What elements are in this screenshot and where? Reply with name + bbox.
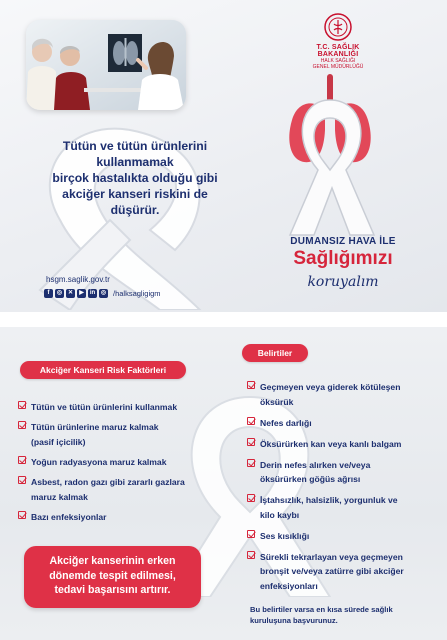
callout-line: tedavi başarısını artırır. bbox=[54, 584, 171, 596]
list-item bbox=[247, 416, 439, 431]
bottom-panel bbox=[0, 327, 447, 640]
note-line: kuruluşuna başvurunuz. bbox=[250, 616, 338, 625]
message-line: akciğer kanseri riskini de bbox=[62, 187, 208, 201]
message-line: kullanmamak bbox=[96, 155, 174, 169]
ministry-title: T.C. SAĞLIK BAKANLIĞI bbox=[316, 44, 360, 58]
list-item-text: Yoğun radyasyona maruz kalmak bbox=[31, 457, 167, 467]
youtube-icon[interactable]: ▶ bbox=[77, 289, 86, 298]
list-item-text: (pasif içicilik) bbox=[31, 437, 86, 447]
checkbox-icon bbox=[247, 381, 255, 389]
checkbox-icon bbox=[18, 511, 26, 519]
list-item bbox=[18, 510, 228, 525]
message-line: Tütün ve tütün ürünlerini bbox=[62, 139, 208, 153]
list-item bbox=[18, 475, 228, 505]
checkbox-icon bbox=[18, 401, 26, 409]
checkbox-icon bbox=[247, 438, 255, 446]
doctor-consultation-photo bbox=[26, 20, 186, 110]
list-item bbox=[18, 420, 228, 450]
lungs-ribbon-illustration bbox=[270, 70, 390, 240]
panel-divider bbox=[0, 312, 447, 327]
slogan-line-2: Sağlığımızı bbox=[293, 248, 393, 269]
prevention-message bbox=[26, 138, 244, 218]
callout-line: dönemde tespit edilmesi, bbox=[49, 569, 176, 582]
list-item-text: Sürekli tekrarlayan veya geçmeyen bbox=[260, 551, 403, 562]
list-item-text: maruz kalmak bbox=[31, 492, 88, 502]
checkbox-icon bbox=[247, 459, 255, 467]
list-item bbox=[247, 550, 439, 594]
callout-line: Akciğer kanserinin erken bbox=[49, 555, 176, 567]
top-panel bbox=[0, 0, 447, 312]
list-item-text: Asbest, radon gazı gibi zararlı gazlara bbox=[31, 477, 185, 487]
checkbox-icon bbox=[247, 417, 255, 425]
list-item-text: öksürük bbox=[260, 396, 294, 407]
website-link[interactable]: hsgm.saglik.gov.tr bbox=[46, 275, 110, 284]
consult-note bbox=[250, 604, 430, 626]
list-item-text: Öksürürken kan veya kanlı balgam bbox=[260, 438, 402, 449]
list-item-text: kilo kaybı bbox=[260, 509, 300, 520]
list-item-text: enfeksiyonları bbox=[260, 580, 318, 591]
risk-factors-title: Akciğer Kanseri Risk Faktörleri bbox=[20, 361, 186, 379]
checkbox-icon bbox=[247, 530, 255, 538]
list-item bbox=[18, 455, 228, 470]
instagram-icon[interactable]: ◎ bbox=[100, 290, 107, 296]
list-item-text: Nefes darlığı bbox=[260, 417, 312, 428]
ministry-logo bbox=[296, 12, 380, 70]
list-item bbox=[247, 458, 439, 487]
note-line: Bu belirtiler varsa en kısa sürede sağlık bbox=[250, 605, 393, 614]
list-item bbox=[247, 493, 439, 522]
list-item-text: öksürürken göğüs ağrısı bbox=[260, 474, 361, 484]
symptoms-list bbox=[247, 380, 439, 600]
list-item-text: İştahsızlık, halsizlik, yorgunluk ve bbox=[260, 495, 398, 505]
list-item-text: bronşit ve/veya zatürre gibi akciğer bbox=[260, 566, 404, 576]
list-item-text: Ses kısıklığı bbox=[260, 530, 310, 541]
checkbox-icon bbox=[247, 551, 255, 559]
list-item bbox=[247, 437, 439, 452]
message-line: düşürür. bbox=[110, 203, 160, 217]
checkbox-icon bbox=[18, 421, 26, 429]
list-item-text: Bazı enfeksiyonlar bbox=[31, 512, 107, 522]
linkedin-icon[interactable]: in bbox=[89, 290, 96, 296]
message-line: birçok hastalıkta olduğu gibi bbox=[52, 171, 218, 185]
checkbox-icon bbox=[18, 476, 26, 484]
list-item bbox=[247, 380, 439, 409]
facebook-icon[interactable]: f bbox=[44, 289, 53, 298]
list-item-text: Tütün ürünlerine maruz kalmak bbox=[31, 422, 159, 432]
ministry-emblem-icon bbox=[323, 12, 353, 42]
checkbox-icon bbox=[247, 494, 255, 502]
social-links bbox=[44, 289, 161, 298]
instagram-icon[interactable]: ◎ bbox=[56, 290, 63, 296]
ministry-sub-2: GENEL MÜDÜRLÜĞÜ bbox=[312, 64, 364, 70]
slogan-line-3: koruyalım bbox=[307, 274, 379, 290]
list-item bbox=[247, 529, 439, 544]
social-handle[interactable]: /halksagligigm bbox=[113, 289, 161, 298]
symptoms-title: Belirtiler bbox=[242, 344, 308, 362]
slogan-line-1: DUMANSIZ HAVA İLE bbox=[290, 236, 396, 247]
x-icon[interactable]: ✕ bbox=[67, 290, 74, 296]
early-detection-callout bbox=[24, 546, 201, 608]
list-item-text: Derin nefes alırken ve/veya bbox=[260, 459, 371, 470]
list-item-text: Tütün ve tütün ürünlerini kullanmak bbox=[31, 402, 178, 412]
ministry-sub-1: HALK SAĞLIĞI bbox=[320, 58, 356, 64]
checkbox-icon bbox=[18, 456, 26, 464]
list-item-text: Geçmeyen veya giderek kötüleşen bbox=[260, 382, 401, 392]
risk-factors-list bbox=[18, 400, 228, 530]
list-item bbox=[18, 400, 228, 415]
